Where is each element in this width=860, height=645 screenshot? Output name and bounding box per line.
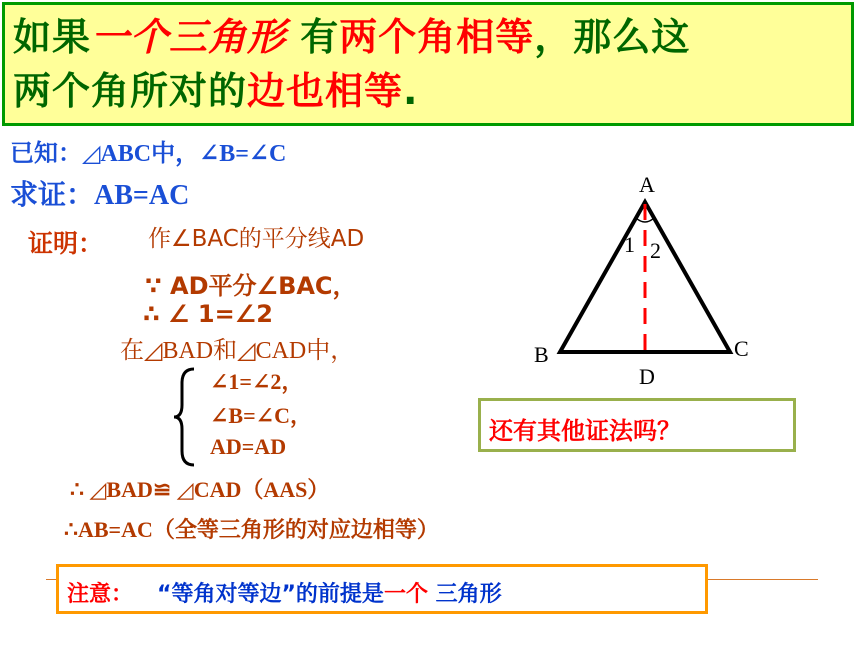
vertex-c-label: C <box>734 336 749 361</box>
angle-1-label: 1 <box>624 232 635 257</box>
theorem-highlight: 一个三角形 <box>91 15 287 59</box>
triangle-figure <box>520 168 780 393</box>
proof-step-therefore: ∴ ∠ 1=∠2 <box>143 300 273 328</box>
theorem-highlight: 两个角相等 <box>339 15 535 59</box>
note-label: 注意： <box>67 582 134 607</box>
given-label: 已知： <box>10 139 82 167</box>
theorem-text: . <box>403 69 419 113</box>
condition-angle-b-c: ∠B=∠C， <box>210 403 312 428</box>
other-methods-box <box>478 398 796 452</box>
theorem-line-1 <box>13 13 690 61</box>
vertex-b-label: B <box>534 342 549 367</box>
note-quote: “等角对等边”的前提是 <box>157 582 384 607</box>
proof-step-because: ∵ AD平分∠BAC， <box>145 272 357 300</box>
vertex-a-label: A <box>639 172 655 197</box>
theorem-text: 两个角所对的 <box>13 69 248 113</box>
condition-angle-1-2: ∠1=∠2， <box>210 369 304 394</box>
angle-2-label: 2 <box>650 238 661 263</box>
proof-step-construct: 作∠BAC的平分线AD <box>148 226 365 252</box>
point-d-label: D <box>639 364 655 389</box>
proof-label: 证明： <box>28 229 104 258</box>
curly-brace-icon <box>170 365 200 469</box>
theorem-line-2 <box>13 67 418 115</box>
given-statement <box>10 133 286 168</box>
given-content: ◿ABC中，∠B=∠C <box>82 141 287 167</box>
prove-statement <box>10 173 189 213</box>
note-box <box>56 564 708 614</box>
congruence-conclusion: ∴ ◿BAD≌ ◿CAD（AAS） <box>70 477 330 502</box>
note-tail: 三角形 <box>427 582 502 607</box>
prove-label: 求证： <box>10 178 95 211</box>
note-content <box>67 577 502 608</box>
triangle-abc <box>560 202 730 352</box>
theorem-box <box>2 2 854 126</box>
final-conclusion: ∴AB=AC（全等三角形的对应边相等） <box>64 517 439 542</box>
theorem-text: ，那么这 <box>534 15 691 59</box>
proof-step-in-triangles: 在◿BAD和◿CAD中， <box>120 338 355 364</box>
theorem-text: 有 <box>286 15 340 59</box>
condition-common-side: AD=AD <box>210 434 287 459</box>
prove-content: AB=AC <box>94 180 190 211</box>
other-methods-question: 还有其他证法吗？ <box>489 417 681 445</box>
theorem-text: 如果 <box>13 15 92 59</box>
theorem-highlight: 边也相等 <box>247 69 404 113</box>
note-highlight: 一个 <box>383 582 428 607</box>
